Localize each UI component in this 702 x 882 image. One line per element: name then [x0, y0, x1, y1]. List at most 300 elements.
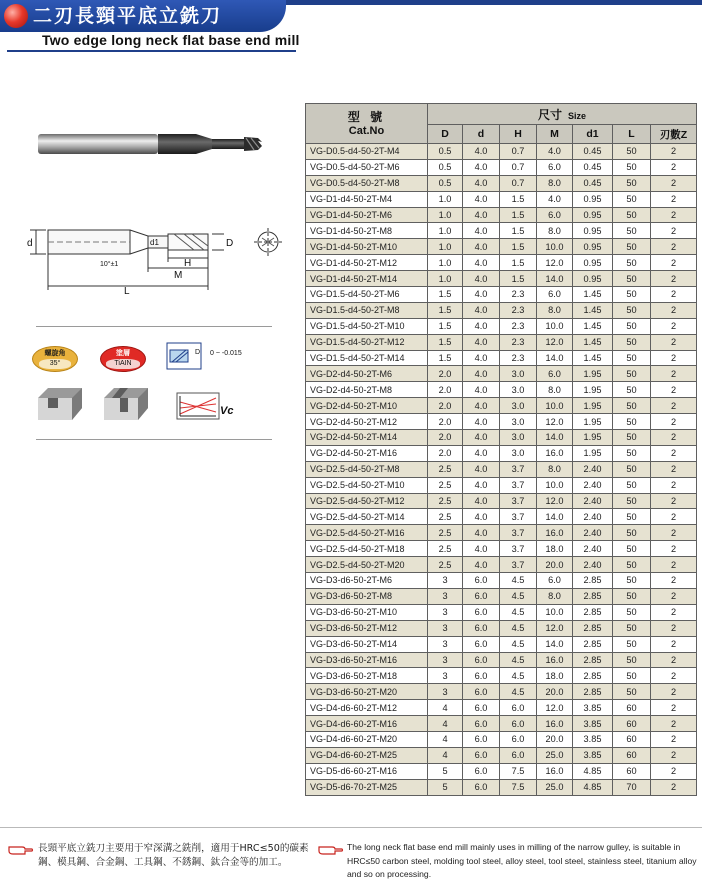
size-cell: 2	[651, 350, 697, 366]
table-row	[306, 525, 697, 541]
size-cell: 6.0	[463, 747, 500, 763]
size-cell: 1.95	[573, 366, 613, 382]
size-cell: 2	[651, 239, 697, 255]
table-row	[306, 255, 697, 271]
size-cell: 2	[651, 731, 697, 747]
cat-no-cell: VG-D1-d4-50-2T-M8	[306, 223, 428, 239]
table-row	[306, 430, 697, 446]
cat-no-header-en: Cat.No	[348, 124, 385, 137]
size-cell: 3.7	[500, 525, 537, 541]
size-cell: 4.0	[463, 509, 500, 525]
size-cell: 5	[428, 763, 463, 779]
size-cell: 6.0	[463, 731, 500, 747]
size-cell: 2	[651, 334, 697, 350]
size-cell: 6.0	[500, 716, 537, 732]
table-row	[306, 382, 697, 398]
cat-no-cell: VG-D1.5-d4-50-2T-M14	[306, 350, 428, 366]
title-underline	[7, 50, 296, 52]
size-cell: 4	[428, 731, 463, 747]
size-cell: 8.0	[537, 175, 573, 191]
size-cell: 2	[651, 493, 697, 509]
size-cell: 12.0	[537, 493, 573, 509]
size-cell: 0.7	[500, 175, 537, 191]
size-cell: 50	[613, 461, 651, 477]
table-row	[306, 223, 697, 239]
size-cell: 50	[613, 588, 651, 604]
size-cell: 4.0	[463, 366, 500, 382]
size-cell: 60	[613, 731, 651, 747]
size-cell: 2	[651, 318, 697, 334]
column-header-H: H	[500, 125, 537, 144]
size-cell: 2	[651, 366, 697, 382]
size-cell: 14.0	[537, 430, 573, 446]
size-cell: 3.0	[500, 430, 537, 446]
size-cell: 2.85	[573, 668, 613, 684]
dim-label-M: M	[174, 270, 183, 281]
table-row	[306, 175, 697, 191]
size-cell: 50	[613, 382, 651, 398]
groove-workpiece-icon	[100, 384, 152, 424]
size-cell: 1.95	[573, 445, 613, 461]
size-cell: 1.95	[573, 430, 613, 446]
size-cell: 3	[428, 668, 463, 684]
size-cell: 2.3	[500, 334, 537, 350]
size-cell: 4.5	[500, 588, 537, 604]
size-cell: 3	[428, 684, 463, 700]
size-cell: 50	[613, 159, 651, 175]
size-cell: 4	[428, 716, 463, 732]
table-row	[306, 747, 697, 763]
size-cell: 2.3	[500, 287, 537, 303]
tolerance-symbol: D	[195, 349, 201, 356]
size-cell: 2.5	[428, 557, 463, 573]
size-cell: 2	[651, 207, 697, 223]
size-cell: 3.85	[573, 747, 613, 763]
size-cell: 2	[651, 525, 697, 541]
table-row	[306, 763, 697, 779]
size-cell: 4.5	[500, 620, 537, 636]
dim-label-d1: d1	[150, 238, 159, 247]
size-cell: 2	[651, 414, 697, 430]
size-cell: 16.0	[537, 763, 573, 779]
size-cell: 4.0	[463, 557, 500, 573]
size-cell: 50	[613, 144, 651, 160]
size-cell: 4.0	[463, 318, 500, 334]
size-cell: 50	[613, 398, 651, 414]
size-cell: 12.0	[537, 255, 573, 271]
size-cell: 2	[651, 445, 697, 461]
size-cell: 2	[651, 271, 697, 287]
table-row	[306, 271, 697, 287]
red-bullet-icon	[4, 4, 28, 28]
cat-no-cell: VG-D2.5-d4-50-2T-M18	[306, 541, 428, 557]
table-row	[306, 239, 697, 255]
cat-no-cell: VG-D0.5-d4-50-2T-M4	[306, 144, 428, 160]
table-row	[306, 700, 697, 716]
size-cell: 1.5	[500, 239, 537, 255]
size-cell: 3.0	[500, 398, 537, 414]
size-cell: 4.5	[500, 668, 537, 684]
table-row	[306, 493, 697, 509]
size-cell: 4.5	[500, 652, 537, 668]
size-cell: 4	[428, 747, 463, 763]
dim-label-L: L	[124, 286, 130, 296]
size-cell: 2.85	[573, 620, 613, 636]
size-cell: 12.0	[537, 620, 573, 636]
cat-no-cell: VG-D2.5-d4-50-2T-M16	[306, 525, 428, 541]
table-row	[306, 159, 697, 175]
size-cell: 4.0	[463, 159, 500, 175]
size-cell: 2	[651, 430, 697, 446]
size-cell: 50	[613, 636, 651, 652]
size-cell: 1.0	[428, 239, 463, 255]
size-cell: 12.0	[537, 334, 573, 350]
size-cell: 2	[651, 191, 697, 207]
cutting-speed-label: Vc	[220, 405, 234, 417]
table-row	[306, 207, 697, 223]
cat-no-cell: VG-D4-d6-60-2T-M12	[306, 700, 428, 716]
size-cell: 3.7	[500, 493, 537, 509]
cat-no-cell: VG-D5-d6-70-2T-M25	[306, 779, 428, 795]
size-cell: 18.0	[537, 668, 573, 684]
size-cell: 50	[613, 557, 651, 573]
table-row	[306, 716, 697, 732]
cat-no-cell: VG-D1-d4-50-2T-M4	[306, 191, 428, 207]
table-row	[306, 684, 697, 700]
coating-badge	[100, 346, 146, 372]
cat-no-cell: VG-D0.5-d4-50-2T-M6	[306, 159, 428, 175]
size-cell: 16.0	[537, 525, 573, 541]
size-cell: 10.0	[537, 477, 573, 493]
table-row	[306, 509, 697, 525]
size-cell: 2	[651, 573, 697, 589]
size-cell: 6.0	[537, 159, 573, 175]
size-cell: 5	[428, 779, 463, 795]
size-cell: 3.85	[573, 700, 613, 716]
size-cell: 6.0	[537, 366, 573, 382]
size-cell: 1.0	[428, 191, 463, 207]
size-cell: 50	[613, 366, 651, 382]
size-cell: 16.0	[537, 445, 573, 461]
size-cell: 6.0	[463, 588, 500, 604]
size-cell: 1.5	[428, 318, 463, 334]
cat-no-cell: VG-D2.5-d4-50-2T-M8	[306, 461, 428, 477]
divider-1	[36, 326, 272, 327]
size-cell: 2	[651, 779, 697, 795]
size-cell: 0.95	[573, 207, 613, 223]
cat-no-header	[306, 104, 428, 144]
size-cell: 2.40	[573, 461, 613, 477]
size-cell: 0.95	[573, 191, 613, 207]
size-cell: 1.5	[500, 271, 537, 287]
size-cell: 1.45	[573, 287, 613, 303]
cat-no-cell: VG-D1-d4-50-2T-M14	[306, 271, 428, 287]
size-cell: 0.95	[573, 223, 613, 239]
table-row	[306, 541, 697, 557]
size-cell: 6.0	[463, 604, 500, 620]
size-cell: 1.45	[573, 350, 613, 366]
size-cell: 2.0	[428, 414, 463, 430]
size-cell: 2	[651, 477, 697, 493]
size-cell: 50	[613, 668, 651, 684]
size-cell: 10.0	[537, 239, 573, 255]
slot-workpiece-icon	[34, 384, 86, 424]
table-row	[306, 350, 697, 366]
size-cell: 3.7	[500, 509, 537, 525]
size-cell: 2	[651, 620, 697, 636]
size-cell: 2.40	[573, 477, 613, 493]
size-cell: 2.5	[428, 509, 463, 525]
size-cell: 2	[651, 541, 697, 557]
size-cell: 4.0	[463, 430, 500, 446]
table-row	[306, 334, 697, 350]
cat-no-cell: VG-D2-d4-50-2T-M12	[306, 414, 428, 430]
size-cell: 4.5	[500, 573, 537, 589]
size-cell: 7.5	[500, 763, 537, 779]
cat-no-cell: VG-D2-d4-50-2T-M8	[306, 382, 428, 398]
size-cell: 1.5	[500, 255, 537, 271]
size-cell: 50	[613, 477, 651, 493]
table-row	[306, 620, 697, 636]
size-cell: 2	[651, 175, 697, 191]
size-cell: 10.0	[537, 398, 573, 414]
size-cell: 4.0	[463, 398, 500, 414]
cat-no-cell: VG-D4-d6-60-2T-M25	[306, 747, 428, 763]
size-cell: 0.7	[500, 144, 537, 160]
size-cell: 50	[613, 318, 651, 334]
size-cell: 50	[613, 334, 651, 350]
dim-label-d: d	[27, 238, 33, 249]
size-cell: 2	[651, 668, 697, 684]
cat-no-cell: VG-D1.5-d4-50-2T-M6	[306, 287, 428, 303]
spec-table	[305, 103, 697, 796]
size-cell: 50	[613, 271, 651, 287]
size-cell: 50	[613, 493, 651, 509]
size-cell: 20.0	[537, 684, 573, 700]
size-cell: 2	[651, 509, 697, 525]
size-cell: 3.85	[573, 731, 613, 747]
size-header-cn: 尺寸	[538, 107, 563, 122]
helix-angle-badge-title: 螺旋角	[44, 350, 66, 357]
size-cell: 1.0	[428, 255, 463, 271]
size-cell: 50	[613, 414, 651, 430]
size-cell: 3.0	[500, 382, 537, 398]
size-cell: 4.0	[463, 414, 500, 430]
size-cell: 60	[613, 700, 651, 716]
size-cell: 12.0	[537, 414, 573, 430]
size-cell: 4.0	[463, 144, 500, 160]
size-cell: 6.0	[463, 684, 500, 700]
size-cell: 2	[651, 382, 697, 398]
table-row	[306, 731, 697, 747]
size-cell: 2	[651, 144, 697, 160]
size-cell: 6.0	[500, 747, 537, 763]
size-cell: 50	[613, 191, 651, 207]
size-cell: 2.5	[428, 461, 463, 477]
size-cell: 50	[613, 684, 651, 700]
coating-badge-value: TiAIN	[106, 359, 140, 369]
size-cell: 2.40	[573, 541, 613, 557]
table-row	[306, 588, 697, 604]
size-cell: 50	[613, 287, 651, 303]
size-cell: 0.45	[573, 159, 613, 175]
size-cell: 20.0	[537, 731, 573, 747]
table-row	[306, 573, 697, 589]
size-cell: 50	[613, 652, 651, 668]
size-cell: 1.95	[573, 414, 613, 430]
size-cell: 1.45	[573, 302, 613, 318]
page-title-en: Two edge long neck flat base end mill	[42, 32, 300, 48]
cat-no-cell: VG-D2.5-d4-50-2T-M12	[306, 493, 428, 509]
size-cell: 3.7	[500, 557, 537, 573]
cat-no-cell: VG-D1.5-d4-50-2T-M8	[306, 302, 428, 318]
size-cell: 50	[613, 541, 651, 557]
dimension-drawing	[24, 218, 294, 296]
cat-no-cell: VG-D2-d4-50-2T-M16	[306, 445, 428, 461]
table-row	[306, 557, 697, 573]
size-cell: 25.0	[537, 747, 573, 763]
size-cell: 4.5	[500, 604, 537, 620]
cat-no-cell: VG-D3-d6-50-2T-M16	[306, 652, 428, 668]
size-cell: 6.0	[500, 700, 537, 716]
coating-badge-title: 塗層	[116, 350, 130, 357]
cat-no-cell: VG-D2-d4-50-2T-M10	[306, 398, 428, 414]
table-row	[306, 287, 697, 303]
size-cell: 3.0	[500, 414, 537, 430]
size-cell: 60	[613, 716, 651, 732]
size-cell: 8.0	[537, 382, 573, 398]
size-cell: 0.45	[573, 175, 613, 191]
size-cell: 2	[651, 716, 697, 732]
size-cell: 4.0	[463, 525, 500, 541]
cat-no-cell: VG-D1-d4-50-2T-M12	[306, 255, 428, 271]
size-cell: 50	[613, 445, 651, 461]
size-cell: 10.0	[537, 604, 573, 620]
size-cell: 2.5	[428, 493, 463, 509]
size-cell: 14.0	[537, 509, 573, 525]
size-cell: 14.0	[537, 271, 573, 287]
size-cell: 3	[428, 588, 463, 604]
table-row	[306, 144, 697, 160]
size-cell: 2.0	[428, 382, 463, 398]
column-header-M: M	[537, 125, 573, 144]
size-cell: 4.0	[463, 302, 500, 318]
size-cell: 1.45	[573, 334, 613, 350]
cat-no-cell: VG-D1-d4-50-2T-M6	[306, 207, 428, 223]
cat-no-cell: VG-D2-d4-50-2T-M14	[306, 430, 428, 446]
cat-no-cell: VG-D3-d6-50-2T-M12	[306, 620, 428, 636]
size-header	[428, 104, 697, 125]
size-cell: 50	[613, 239, 651, 255]
size-cell: 2	[651, 255, 697, 271]
table-row	[306, 191, 697, 207]
size-cell: 1.5	[500, 191, 537, 207]
size-cell: 4.0	[463, 477, 500, 493]
size-cell: 2	[651, 302, 697, 318]
footer-note-cn: 長頸平底立銑刀主要用于窄深溝之銑削，適用于HRC≤50的碳素鋼、模具鋼、合金鋼、工具鋼、不銹鋼、鈦合金等的加工。	[38, 843, 309, 868]
helix-angle-badge-value: 35°	[39, 359, 71, 369]
size-cell: 50	[613, 620, 651, 636]
size-cell: 2.85	[573, 636, 613, 652]
size-cell: 2.85	[573, 652, 613, 668]
table-row	[306, 779, 697, 795]
size-cell: 50	[613, 525, 651, 541]
size-cell: 4.85	[573, 763, 613, 779]
size-cell: 4.0	[463, 445, 500, 461]
size-cell: 4.5	[500, 684, 537, 700]
size-cell: 6.0	[463, 763, 500, 779]
cat-no-header-cn: 型 號	[347, 109, 386, 124]
size-cell: 50	[613, 573, 651, 589]
size-cell: 1.45	[573, 318, 613, 334]
size-cell: 1.95	[573, 382, 613, 398]
size-cell: 6.0	[463, 700, 500, 716]
size-cell: 2.85	[573, 588, 613, 604]
size-cell: 7.5	[500, 779, 537, 795]
size-cell: 25.0	[537, 779, 573, 795]
cat-no-cell: VG-D3-d6-50-2T-M18	[306, 668, 428, 684]
size-cell: 14.0	[537, 350, 573, 366]
size-cell: 2	[651, 287, 697, 303]
header-title-tab	[0, 0, 286, 32]
size-cell: 3.7	[500, 461, 537, 477]
size-cell: 2.5	[428, 525, 463, 541]
cat-no-cell: VG-D4-d6-60-2T-M20	[306, 731, 428, 747]
table-row	[306, 461, 697, 477]
size-cell: 3	[428, 573, 463, 589]
size-cell: 6.0	[463, 620, 500, 636]
size-cell: 2	[651, 604, 697, 620]
cat-no-cell: VG-D3-d6-50-2T-M6	[306, 573, 428, 589]
size-cell: 0.95	[573, 255, 613, 271]
helix-angle-badge	[32, 346, 78, 372]
size-cell: 50	[613, 207, 651, 223]
size-cell: 3	[428, 636, 463, 652]
size-cell: 4.0	[463, 382, 500, 398]
size-cell: 50	[613, 509, 651, 525]
size-cell: 2	[651, 700, 697, 716]
size-cell: 3.0	[500, 366, 537, 382]
size-cell: 4.0	[463, 287, 500, 303]
size-cell: 16.0	[537, 716, 573, 732]
cat-no-cell: VG-D3-d6-50-2T-M20	[306, 684, 428, 700]
size-cell: 4.0	[463, 271, 500, 287]
size-cell: 2	[651, 398, 697, 414]
size-cell: 1.0	[428, 271, 463, 287]
size-cell: 4.0	[463, 191, 500, 207]
table-row	[306, 604, 697, 620]
size-cell: 4.0	[537, 144, 573, 160]
cat-no-cell: VG-D3-d6-50-2T-M10	[306, 604, 428, 620]
size-cell: 6.0	[463, 716, 500, 732]
size-cell: 14.0	[537, 636, 573, 652]
size-cell: 4.0	[463, 334, 500, 350]
size-cell: 1.5	[428, 350, 463, 366]
size-cell: 4.0	[463, 255, 500, 271]
column-header-L: L	[613, 125, 651, 144]
size-cell: 2.40	[573, 509, 613, 525]
size-cell: 1.5	[500, 223, 537, 239]
size-cell: 1.5	[428, 287, 463, 303]
column-header-flutes: 刃數Z	[651, 125, 697, 144]
size-cell: 2.0	[428, 445, 463, 461]
size-cell: 0.45	[573, 144, 613, 160]
table-row	[306, 366, 697, 382]
table-row	[306, 445, 697, 461]
footer-note-en: The long neck flat base end mill mainly uses in milling of the narrow gulley, is suitable in HRC≤50 carbon steel, molding tool steel, alloy steel, tool steel, stainless steel, titanium alloy and so on processing.	[347, 842, 697, 879]
pointing-hand-icon-en	[318, 842, 344, 856]
size-cell: 2.0	[428, 398, 463, 414]
